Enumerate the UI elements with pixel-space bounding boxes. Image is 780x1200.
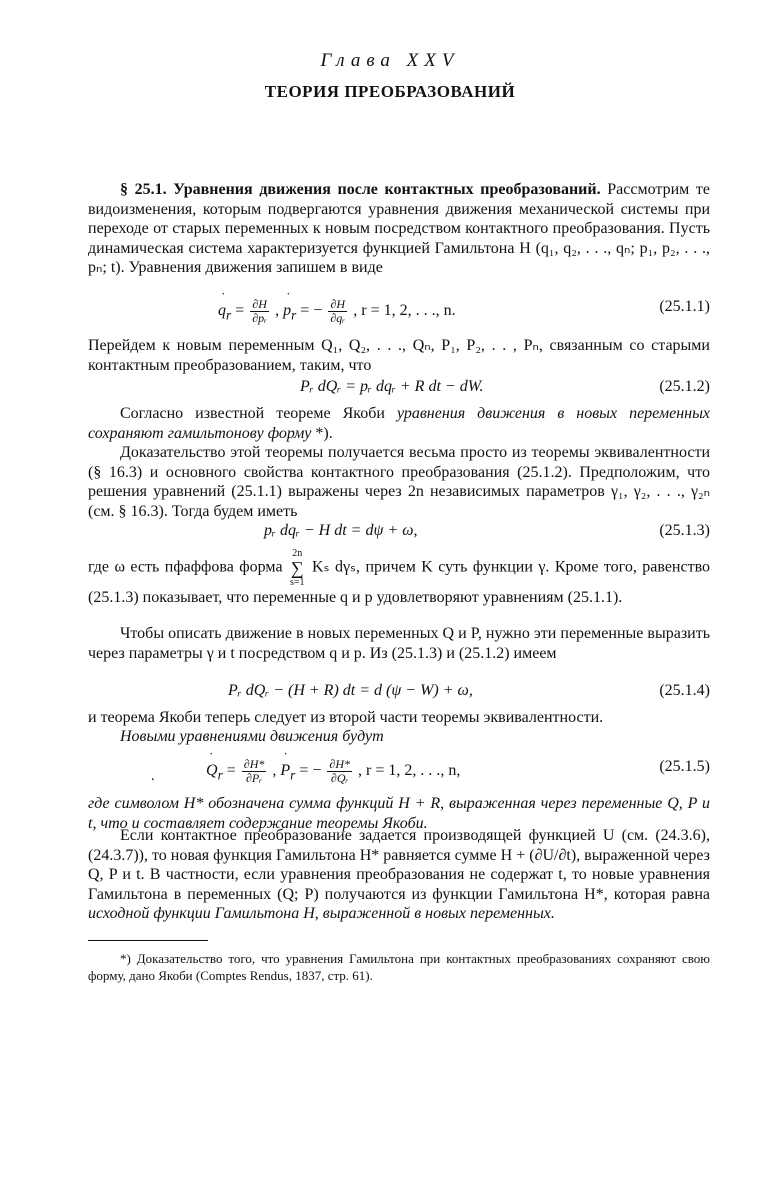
eq5-den1: ∂Pᵣ	[245, 771, 263, 785]
eq5-num1: ∂H*	[243, 757, 265, 771]
eq5-tail: , r = 1, 2, . . ., n,	[354, 762, 461, 780]
section-heading: § 25.1. Уравнения движения после контактных преобразований.	[120, 181, 601, 198]
section-intro-text: Рассмотрим те видоизменения, которым подвергаются уравнения движения механической системы при переходе от старых переменных к новым посредством контактного преобразования. Пусть динамическая система характеризуется функцией Гамильтона H (q₁, q₂, . . ., qₙ; p₁, p₂, . . ., pₙ; t). Уравнения движения запишем в виде	[88, 181, 710, 277]
jacobi-italic: уравнения движения в новых переменных сохраняют гамильтонову форму	[88, 405, 710, 442]
eq1-num1: ∂H	[250, 298, 269, 312]
eq5-eqsign2: = −	[295, 762, 326, 780]
eq5-sub2: r	[290, 767, 296, 783]
eq1-lhs2: ˙ p	[283, 302, 291, 320]
eq1-eqsign2: = −	[296, 302, 327, 320]
jacobi-footnote-ref: *).	[311, 424, 333, 442]
eq1-num2: ∂H	[328, 298, 347, 312]
eq5-num2: ∂H*	[329, 757, 351, 771]
pfaff-text-2: Kₛ dγₛ, причем K суть функции γ. Кроме того, равенство (25.1.3) показывает, что переменные q и p удовлетворяют уравнениям (25.1.1).	[88, 558, 711, 606]
chapter-title: ТЕОРИЯ ПРЕОБРАЗОВАНИЙ	[264, 82, 516, 101]
paragraph-after-eq4: и теорема Якоби теперь следует из второй части теоремы эквивалентности.	[88, 709, 604, 726]
eq5-fraction-2	[327, 758, 352, 785]
paragraph-new-variables: Перейдем к новым переменным Q₁, Q₂, . . ., Qₙ, P₁, P₂, . . , Pₙ, связанным со старыми контактным преобразованием, таким, что	[88, 337, 710, 374]
eq1-comma: ,	[271, 302, 284, 320]
paragraph-proof: Доказательство этой теоремы получается весьма просто из теоремы эквивалентности (§ 16.3) и основного свойства контактного преобразования (25.1.2). Предположим, что решения уравнений (25.1.1) выражены через 2n независимых параметров γ₁, γ₂, . . ., γ₂ₙ (см. § 16.3). Тогда будем иметь	[88, 444, 710, 520]
equation-number: (25.1.4)	[659, 682, 710, 699]
eq1-sub1: r	[226, 307, 232, 323]
paragraph-hstar-definition: где символом H* обозначена сумма функций H + R, выраженная через переменные Q, P и t, что и составляет содержание теоремы Якоби.	[88, 795, 710, 832]
eq5-sub1: r	[217, 767, 223, 783]
eq5-eqsign1: =	[222, 762, 240, 780]
eq5-comma: ,	[268, 762, 281, 780]
sum-lower: s=1	[290, 577, 305, 588]
generating-italic: исходной функции Гамильтона H, выраженной в новых переменных.	[88, 905, 555, 923]
section-intro-paragraph	[88, 180, 710, 278]
paragraph-pfaff-form	[88, 548, 710, 608]
equation-body: Pᵣ dQᵣ − (H + R) dt = d (ψ − W) + ω,	[228, 682, 473, 699]
paragraph-generating-function	[88, 826, 710, 924]
equation-body: Pᵣ dQᵣ = pᵣ dqᵣ + R dt − dW.	[300, 378, 484, 395]
eq1-tail: , r = 1, 2, . . ., n.	[349, 302, 456, 320]
equation-number: (25.1.5)	[659, 758, 710, 775]
footnote: *) Доказательство того, что уравнения Гамильтона при контактных преобразованиях сохраняют свою форму, дано Якоби (Comptes Rendus, 1837, стр. 61).	[88, 951, 710, 983]
equation-body	[218, 298, 456, 325]
sum-upper: 2n	[292, 548, 303, 559]
equation-number: (25.1.2)	[659, 378, 710, 395]
eq1-den2: ∂qᵣ	[330, 311, 346, 325]
footnote-divider	[88, 940, 208, 941]
eq5-lhs1: ˙ Q	[206, 762, 218, 780]
sum-sign: ∑	[290, 558, 304, 578]
pfaff-text-1: где ω есть пфаффова форма	[88, 558, 283, 576]
paragraph-describe-motion: Чтобы описать движение в новых переменных Q и P, нужно эти переменные выразить через параметры γ и t посредством q и p. Из (25.1.3) и (25.1.2) имеем	[88, 625, 710, 662]
eq5-lhs2: ˙ P	[280, 762, 290, 780]
eq1-eqsign1: =	[231, 302, 249, 320]
summation-symbol	[290, 548, 305, 588]
equation-25-1-1	[88, 294, 710, 325]
jacobi-text: Согласно известной теореме Якоби	[120, 405, 385, 422]
eq1-den1: ∂pᵣ	[252, 311, 268, 325]
chapter-label: Глава XXV	[320, 50, 460, 71]
stray-mark: ˛	[150, 767, 156, 781]
eq1-fraction-1	[250, 298, 269, 325]
paragraph-new-equations: Новыми уравнениями движения будут	[120, 728, 384, 745]
eq1-sub2: r	[291, 307, 297, 323]
eq1-fraction-2	[328, 298, 347, 325]
paragraph-jacobi-theorem	[88, 404, 710, 443]
equation-25-1-5	[88, 754, 710, 785]
equation-number: (25.1.1)	[659, 298, 710, 315]
equation-25-1-3	[88, 518, 710, 546]
equation-number: (25.1.3)	[659, 522, 710, 539]
eq5-fraction-1	[242, 758, 267, 785]
eq1-lhs1: ˙ q	[218, 302, 226, 320]
equation-25-1-4	[88, 678, 710, 706]
equation-body: pᵣ dqᵣ − H dt = dψ + ω,	[264, 522, 418, 539]
equation-25-1-2	[88, 374, 710, 402]
equation-body	[206, 758, 460, 785]
generating-text: Если контактное преобразование задается производящей функцией U (см. (24.3.6), (24.3.7)), то новая функция Гамильтона H* равняется сумме H + (∂U/∂t), выраженной через Q, P и t. В частности, если уравнения преобразования не содержат t, то новые уравнения Гамильтона в переменных (Q; P) получаются из функции Гамильтона H*, которая равна	[88, 827, 710, 903]
eq5-den2: ∂Qᵣ	[330, 771, 349, 785]
